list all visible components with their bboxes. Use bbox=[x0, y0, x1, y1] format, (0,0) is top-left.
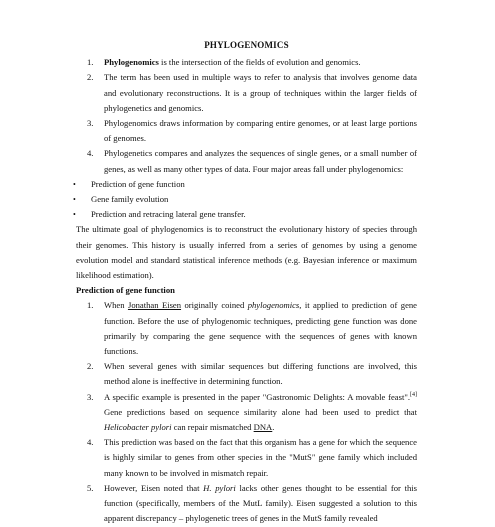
list-item-text: Phylogenetics compares and analyzes the sequences of single genes, or a small number of genes, as well as many other types of data. Four major areas fall under phylogenomics: bbox=[104, 148, 417, 174]
italic-term: phylogenomics bbox=[247, 300, 300, 311]
text-run: Gene predictions based on sequence similarity alone had been used to predict that bbox=[104, 406, 417, 417]
bullet-dot-icon: • bbox=[73, 195, 76, 205]
bullet-text: Gene family evolution bbox=[91, 194, 169, 205]
list-item-text: Phylogenomics draws information by comparing entire genomes, or at least large portions of genomes. bbox=[104, 118, 417, 144]
summary-paragraph: The ultimate goal of phylogenomics is to reconstruct the evolutionary history of species through their genomes. This history is usually inferred from a series of genomes by using a genome evolution model and standard statistical inference methods (e.g. Bayesian inference or maximum likelihood estimation). bbox=[76, 224, 417, 281]
list-number: 5. bbox=[87, 482, 94, 493]
list-item-text: When several genes with similar sequences but differing functions are involved, this method alone is ineffective in determining function. bbox=[104, 361, 417, 387]
section-list bbox=[76, 298, 417, 526]
bullet-text: Prediction of gene function bbox=[91, 178, 185, 189]
section-heading: Prediction of gene function bbox=[76, 285, 175, 296]
list-number: 1. bbox=[87, 300, 94, 311]
list-number: 2. bbox=[87, 361, 94, 372]
bullet-text: Prediction and retracing lateral gene transfer. bbox=[91, 209, 246, 220]
list-item bbox=[76, 116, 417, 146]
list-item bbox=[76, 146, 417, 176]
list-item-text: This prediction was based on the fact that this organism has a gene for which the sequence is highly similar to genes from other species in the "MutS" gene family which included many known to be involved in mismatch repair. bbox=[104, 437, 417, 478]
list-item bbox=[76, 298, 417, 359]
list-number: 4. bbox=[87, 437, 94, 448]
text-run: , it applied to prediction of gene function. Before the use of phylogenomic techniques, predicting gene function was done primarily by comparing the gene sequence with the sequences of genes with known functions. bbox=[104, 300, 417, 357]
intro-list bbox=[76, 55, 417, 177]
bullet-item bbox=[73, 207, 417, 222]
list-item bbox=[76, 55, 417, 70]
bullet-item bbox=[73, 192, 417, 207]
list-item bbox=[76, 70, 417, 116]
bullet-dot-icon: • bbox=[73, 179, 76, 189]
bullet-item bbox=[73, 177, 417, 192]
areas-bullet-list bbox=[73, 177, 417, 223]
bullet-dot-icon: • bbox=[73, 210, 76, 220]
citation-reference[interactable]: [4] bbox=[410, 391, 417, 398]
list-number: 1. bbox=[87, 57, 94, 68]
dna-link[interactable]: DNA bbox=[253, 422, 273, 433]
list-item bbox=[76, 390, 417, 436]
text-run: lacks other genes thought to be essential for this function (specifically, members of the MutL family). Eisen suggested a solution to this apparent discrepancy – phylogenetic trees of genes in the MutS family revealed bbox=[104, 482, 418, 524]
text-run: A specific example is presented in the paper "Gastronomic Delights: A movable feast". bbox=[104, 391, 410, 402]
jonathan-eisen-link[interactable]: Jonathan Eisen bbox=[127, 300, 182, 311]
list-number: 3. bbox=[87, 391, 94, 402]
text-run: can repair mismatched bbox=[171, 422, 254, 433]
text-run: . bbox=[272, 422, 275, 433]
list-item bbox=[76, 435, 417, 481]
list-item-text: is the intersection of the fields of evolution and genomics. bbox=[158, 57, 361, 68]
list-item bbox=[76, 481, 417, 527]
text-run: However, Eisen noted that bbox=[104, 482, 204, 493]
text-run: When bbox=[104, 300, 128, 311]
list-number: 3. bbox=[87, 118, 94, 129]
italic-term: Helicobacter pylori bbox=[104, 422, 172, 433]
term-bold: Phylogenomics bbox=[104, 57, 159, 68]
list-number: 4. bbox=[87, 148, 94, 159]
italic-term: H. pylori bbox=[203, 482, 236, 493]
list-number: 2. bbox=[87, 72, 94, 83]
page-title: PHYLOGENOMICS bbox=[204, 40, 289, 50]
text-run: originally coined bbox=[181, 300, 248, 311]
list-item bbox=[76, 359, 417, 389]
list-item-text: The term has been used in multiple ways to refer to analysis that involves genome data and evolutionary reconstructions. It is a group of techniques within the larger fields of phylogenetics and genomics. bbox=[104, 72, 417, 113]
